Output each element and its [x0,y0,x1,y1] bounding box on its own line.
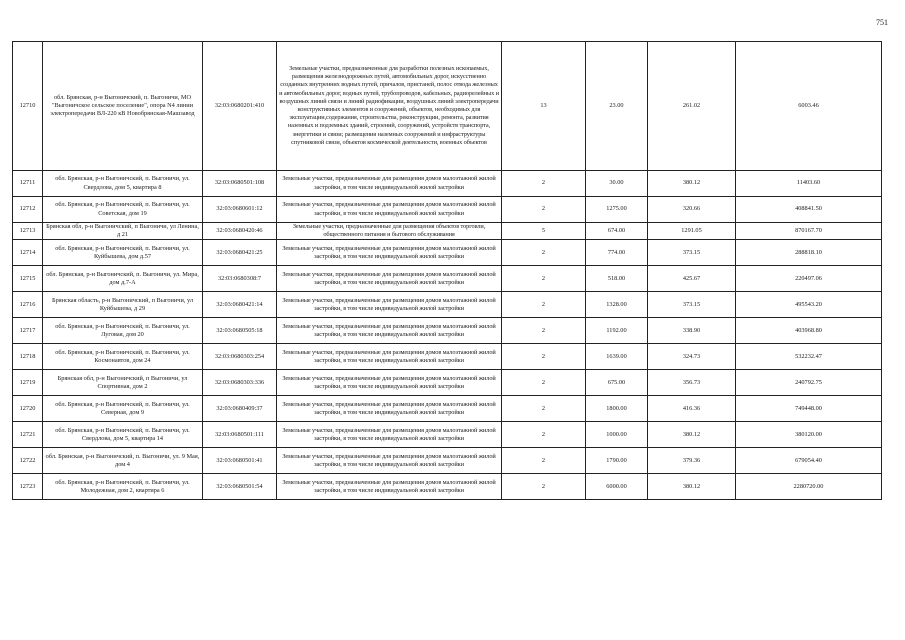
address-cell: обл. Брянская, р-н Выгоничский, п. Выгоничи, ул. Молодежная, дом 2, квартира 6 [43,474,203,500]
land-use-cell: Земельные участки, предназначенные для размещения домов малоэтажной жилой застройки, в том числе индивидуальной жилой застройки [277,474,502,500]
area-cell: 1000.00 [586,422,648,448]
use-group-cell: 2 [502,266,586,292]
address-cell: обл. Брянская, р-н Выгоничский, п. Выгоничи, ул. Свердлова, дом 5, квартира 14 [43,422,203,448]
cadastral-number-cell: 32:03:0680409:37 [203,396,277,422]
land-use-cell: Земельные участки, предназначенные для размещения домов малоэтажной жилой застройки, в том числе индивидуальной жилой застройки [277,344,502,370]
cadastral-number-cell: 32:03:0680501:111 [203,422,277,448]
address-cell: обл. Брянская, р-н Выгоничский, п. Выгоничи, ул. 9 Мая, дом 4 [43,448,203,474]
specific-value-cell: 356.73 [648,370,736,396]
cadastral-number-cell: 32:03:0680303:254 [203,344,277,370]
cadastral-value-cell: 403968.80 [736,318,882,344]
area-cell: 1192.00 [586,318,648,344]
row-number-cell: 12710 [13,42,43,171]
cadastral-value-cell: 679054.40 [736,448,882,474]
cadastral-number-cell: 32:03:0680501:41 [203,448,277,474]
area-cell: 1328.00 [586,292,648,318]
land-use-cell: Земельные участки, предназначенные для размещения домов малоэтажной жилой застройки, в том числе индивидуальной жилой застройки [277,448,502,474]
specific-value-cell: 379.36 [648,448,736,474]
table-row [13,422,882,448]
specific-value-cell: 380.12 [648,422,736,448]
address-cell: обл. Брянская, р-н Выгоничский, п. Выгоничи, МО "Выгоничское сельское поселение", опора N4 линии электропередачи ВЛ-220 кВ Новобрянская-Машзавод [43,42,203,171]
table-row [13,370,882,396]
land-use-cell: Земельные участки, предназначенные для размещения домов малоэтажной жилой застройки, в том числе индивидуальной жилой застройки [277,318,502,344]
cadastral-number-cell: 32:03:0680303:336 [203,370,277,396]
use-group-cell: 13 [502,42,586,171]
page-number: 751 [876,18,888,27]
row-number-cell: 12723 [13,474,43,500]
land-use-cell: Земельные участки, предназначенные для размещения домов малоэтажной жилой застройки, в том числе индивидуальной жилой застройки [277,266,502,292]
address-cell: Брянская обл, р-н Выгоничский, п Выгоничи, ул Спортивная, дом 2 [43,370,203,396]
row-number-cell: 12717 [13,318,43,344]
area-cell: 30.00 [586,171,648,197]
specific-value-cell: 320.66 [648,197,736,223]
specific-value-cell: 416.36 [648,396,736,422]
table-row [13,344,882,370]
row-number-cell: 12722 [13,448,43,474]
row-number-cell: 12715 [13,266,43,292]
specific-value-cell: 380.12 [648,474,736,500]
area-cell: 774.00 [586,240,648,266]
table-body [13,42,882,500]
specific-value-cell: 1291.05 [648,223,736,240]
area-cell: 6000.00 [586,474,648,500]
row-number-cell: 12714 [13,240,43,266]
cadastral-value-cell: 749448.00 [736,396,882,422]
cadastral-value-cell: 288818.10 [736,240,882,266]
land-use-cell: Земельные участки, предназначенные для размещения объектов торговли, общественного питания и бытового обслуживания [277,223,502,240]
specific-value-cell: 380.12 [648,171,736,197]
cadastral-value-cell: 220497.06 [736,266,882,292]
cadastral-value-cell: 532232.47 [736,344,882,370]
cadastral-value-cell: 495543.20 [736,292,882,318]
cadastral-number-cell: 32:03:0680601:12 [203,197,277,223]
land-use-cell: Земельные участки, предназначенные для размещения домов малоэтажной жилой застройки, в том числе индивидуальной жилой застройки [277,197,502,223]
use-group-cell: 2 [502,474,586,500]
cadastral-value-cell: 6003.46 [736,42,882,171]
land-use-cell: Земельные участки, предназначенные для размещения домов малоэтажной жилой застройки, в том числе индивидуальной жилой застройки [277,370,502,396]
cadastral-number-cell: 32:03:0680421:25 [203,240,277,266]
cadastral-number-cell: 32:03:0680421:14 [203,292,277,318]
specific-value-cell: 338.90 [648,318,736,344]
row-number-cell: 12720 [13,396,43,422]
cadastral-value-cell: 408841.50 [736,197,882,223]
table-row [13,197,882,223]
row-number-cell: 12716 [13,292,43,318]
table-row [13,223,882,240]
row-number-cell: 12712 [13,197,43,223]
area-cell: 1790.00 [586,448,648,474]
table-row [13,318,882,344]
table-row [13,474,882,500]
use-group-cell: 2 [502,422,586,448]
cadastral-number-cell: 32:03:0680501:108 [203,171,277,197]
land-use-cell: Земельные участки, предназначенные для размещения домов малоэтажной жилой застройки, в том числе индивидуальной жилой застройки [277,240,502,266]
address-cell: обл. Брянская, р-н Выгоничский, п. Выгоничи, ул. Свердлова, дом 5, квартира 8 [43,171,203,197]
land-use-cell: Земельные участки, предназначенные для разработки полезных ископаемых, размещения железнодорожных путей, автомобильных дорог, искусственно созданных внутренних водных путей, причалов, пристаней, полос отвода железных и автомобильных дорог, водных путей, трубопроводов, кабельных, радиорелейных и воздушных линий связи и линий радиофикации, воздушных линий электропередачи конструктивных элементов и сооружений, объектов, необходимых для эксплуатации,содержания, строительства, реконструкции, ремонта, развития наземных и подземных зданий, строений, сооружений, устройств транспорта, энергетики и связи; размещения наземных сооружений и инфраструктуры спутниковой связи, объектов космической деятельности, военных объектов [277,42,502,171]
row-number-cell: 12718 [13,344,43,370]
table-row [13,240,882,266]
table-row [13,292,882,318]
row-number-cell: 12719 [13,370,43,396]
table-row [13,396,882,422]
row-number-cell: 12721 [13,422,43,448]
address-cell: Брянская обл, р-н Выгоничский, п Выгоничи, ул Ленина, д 21 [43,223,203,240]
use-group-cell: 2 [502,396,586,422]
land-use-cell: Земельные участки, предназначенные для размещения домов малоэтажной жилой застройки, в том числе индивидуальной жилой застройки [277,292,502,318]
area-cell: 1275.00 [586,197,648,223]
cadastral-number-cell: 32:03:0680201:410 [203,42,277,171]
table-row [13,42,882,171]
area-cell: 518.00 [586,266,648,292]
address-cell: обл. Брянская, р-н Выгоничский, п. Выгоничи, ул. Мира, дом д.7-А [43,266,203,292]
use-group-cell: 2 [502,370,586,396]
area-cell: 1800.00 [586,396,648,422]
specific-value-cell: 373.15 [648,292,736,318]
cadastral-number-cell: 32:03:0680308:7 [203,266,277,292]
use-group-cell: 2 [502,344,586,370]
land-use-cell: Земельные участки, предназначенные для размещения домов малоэтажной жилой застройки, в том числе индивидуальной жилой застройки [277,171,502,197]
cadastral-value-cell: 870167.70 [736,223,882,240]
row-number-cell: 12711 [13,171,43,197]
use-group-cell: 2 [502,448,586,474]
table-row [13,266,882,292]
cadastral-value-cell: 2280720.00 [736,474,882,500]
specific-value-cell: 373.15 [648,240,736,266]
land-use-cell: Земельные участки, предназначенные для размещения домов малоэтажной жилой застройки, в том числе индивидуальной жилой застройки [277,422,502,448]
specific-value-cell: 324.73 [648,344,736,370]
cadastral-number-cell: 32:03:0680505:18 [203,318,277,344]
cadastral-value-cell: 240792.75 [736,370,882,396]
address-cell: обл. Брянская, р-н Выгоничский, п. Выгоничи, ул. Луговая, дом 20 [43,318,203,344]
area-cell: 1639.00 [586,344,648,370]
address-cell: обл. Брянская, р-н Выгоничский, п. Выгоничи, ул. Северная, дом 9 [43,396,203,422]
cadastral-number-cell: 32:03:0680420:46 [203,223,277,240]
address-cell: обл. Брянская, р-н Выгоничский, п. Выгоничи, ул. Космонавтов, дом 24 [43,344,203,370]
specific-value-cell: 425.67 [648,266,736,292]
use-group-cell: 5 [502,223,586,240]
address-cell: Брянская область, р-н Выгоничский, п Выгоничи, ул Куйбышева, д 29 [43,292,203,318]
cadastral-value-cell: 380120.00 [736,422,882,448]
table-row [13,448,882,474]
use-group-cell: 2 [502,240,586,266]
cadastral-number-cell: 32:03:0680501:54 [203,474,277,500]
row-number-cell: 12713 [13,223,43,240]
table-row [13,171,882,197]
specific-value-cell: 261.02 [648,42,736,171]
use-group-cell: 2 [502,171,586,197]
address-cell: обл. Брянская, р-н Выгоничский, п. Выгоничи, ул. Куйбышева, дом д.57 [43,240,203,266]
cadastral-value-table [12,41,882,500]
cadastral-value-cell: 11403.60 [736,171,882,197]
area-cell: 674.00 [586,223,648,240]
land-use-cell: Земельные участки, предназначенные для размещения домов малоэтажной жилой застройки, в том числе индивидуальной жилой застройки [277,396,502,422]
area-cell: 23.00 [586,42,648,171]
address-cell: обл. Брянская, р-н Выгоничский, п. Выгоничи, ул. Советская, дом 19 [43,197,203,223]
use-group-cell: 2 [502,292,586,318]
area-cell: 675.00 [586,370,648,396]
use-group-cell: 2 [502,197,586,223]
use-group-cell: 2 [502,318,586,344]
